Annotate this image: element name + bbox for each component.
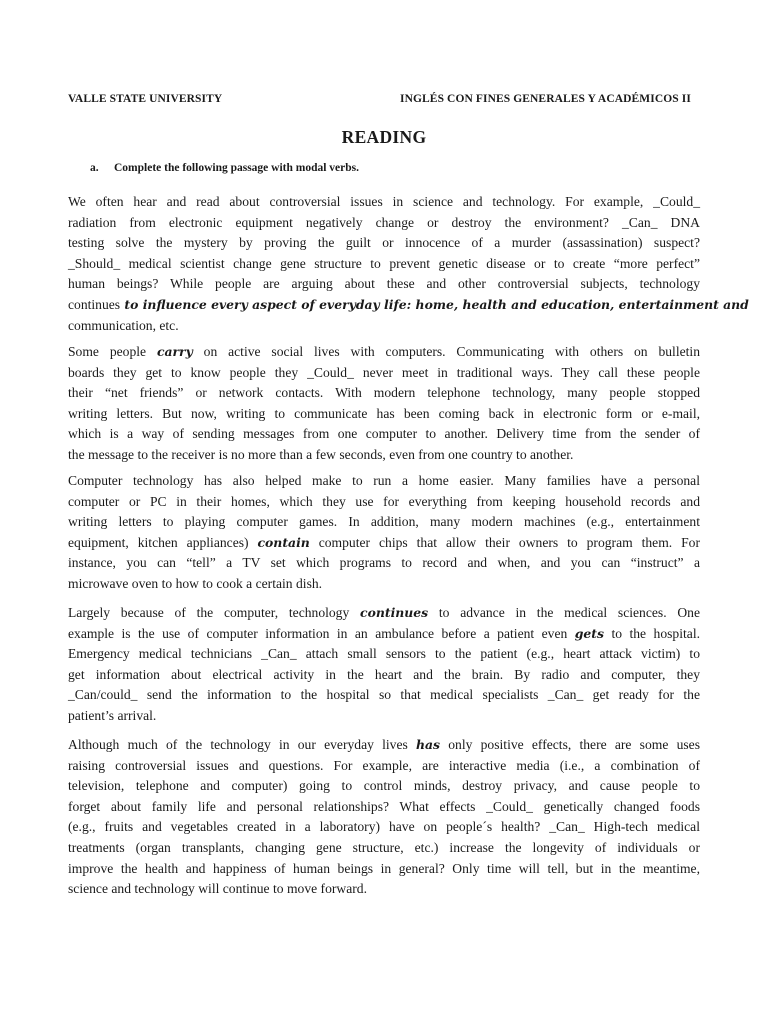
text-line: (e.g., fruits and vegetables created in a laboratory) have on people´s health? _Can_ High-tech medical (68, 819, 700, 835)
text-line: writing letters. But now, writing to communicate has been coming back in electronic form or e-mail, (68, 405, 700, 421)
text-line: science and technology will continue to move forward. (68, 881, 367, 897)
emphasized-verb: gets (574, 625, 604, 641)
text-line: Emergency medical technicians _Can_ attach small sensors to the patient (e.g., heart attack victim) to (68, 646, 700, 662)
text-line: writing letters to playing computer games. In addition, many modern machines (e.g., entertainment (68, 514, 700, 530)
text-line: _Can/could_ send the information to the hospital so that medical specialists _Can_ get ready for the (68, 687, 700, 703)
text-line: example is the use of computer information in an ambulance before a patient even gets to the hospital. (68, 625, 700, 641)
text-line: their “net friends” or network contacts. With modern telephone technology, many people stopped (68, 385, 700, 401)
page-title: READING (341, 127, 427, 147)
emphasized-verb: carry (156, 344, 193, 359)
university-name: VALLE STATE UNIVERSITY (68, 93, 223, 105)
instruction-text: Complete the following passage with modal verbs. (114, 162, 360, 174)
text-line: which is a way of sending messages from one computer to another. Delivery time from the sender of (68, 426, 700, 442)
text-line: equipment, kitchen appliances) contain computer chips that allow their owners to program them. For (68, 534, 701, 550)
paragraph-2 (68, 342, 700, 466)
text-line: continues to influence every aspect of everyday life: home, health and education, entertainment and (68, 296, 749, 312)
text-line: _Should_ medical scientist change gene structure to prevent genetic disease or to create “more perfect” (68, 255, 700, 271)
text-line: human beings? While people are arguing about these and other controversial subjects, technology (68, 276, 700, 292)
emphasized-verb: has (416, 737, 441, 752)
emphasized-verb: continues (360, 605, 429, 620)
text-line: raising controversial issues and questions. For example, are interactive media (i.e., a combination of (68, 757, 700, 773)
paragraph-5 (68, 735, 700, 900)
text-line: testing solve the mystery by proving the guilt or innocence of a murder (assassination) suspect? (68, 235, 700, 251)
text-line: radiation from electronic equipment negatively change or destroy the environment? _Can_ DNA (68, 214, 700, 230)
text-line: Computer technology has also helped make to run a home easier. Many families have a personal (68, 473, 700, 488)
text-line: improve the health and happiness of human beings in general? Only time will tell, but in the meantime, (68, 860, 700, 876)
text-line: instance, you can “tell” a TV set which programs to record and when, and you can “instruct” a (68, 555, 700, 571)
text-line: treatments (organ transplants, changing gene structure, etc.) increase the longevity of individuals or (68, 839, 700, 855)
text-line: computer or PC in their homes, which they use for everything from keeping household records and (68, 493, 700, 509)
emphasized-verb: contain (257, 534, 310, 550)
emphasized-verb: to influence every aspect of everyday life: home, health and education, entertainment and (120, 296, 749, 312)
exercise-instruction (90, 162, 359, 174)
course-name: INGLÉS CON FINES GENERALES Y ACADÉMICOS II (400, 93, 691, 105)
text-line: the message to the receiver is no more than a few seconds, even from one country to another. (68, 446, 574, 462)
text-line: get information about electrical activity in the heart and the brain. By radio and computer, they (68, 666, 700, 682)
paragraph-3 (68, 471, 700, 595)
text-line: patient’s arrival. (68, 707, 157, 723)
text-line: Largely because of the computer, technology continues to advance in the medical sciences. One (68, 605, 700, 620)
text-line: forget about family life and personal relationships? What effects _Could_ genetically changed foods (68, 798, 700, 814)
text-line: Some people carry on active social lives with computers. Communicating with others on bulletin (68, 344, 700, 359)
instruction-marker: a. (90, 162, 99, 174)
text-line: television, telephone and computer) going to control minds, destroy privacy, and cause people to (68, 778, 700, 794)
paragraph-4 (68, 603, 700, 727)
text-line: Although much of the technology in our everyday lives has only positive effects, there are some uses (68, 737, 700, 752)
text-line: boards they get to know people they _Could_ never meet in traditional ways. They call these people (68, 364, 700, 380)
text-line: We often hear and read about controversial issues in science and technology. For example, _Could_ (68, 194, 700, 209)
text-line: communication, etc. (68, 317, 179, 333)
text-line: microwave oven to how to cook a certain dish. (68, 575, 323, 591)
paragraph-1 (68, 192, 749, 336)
